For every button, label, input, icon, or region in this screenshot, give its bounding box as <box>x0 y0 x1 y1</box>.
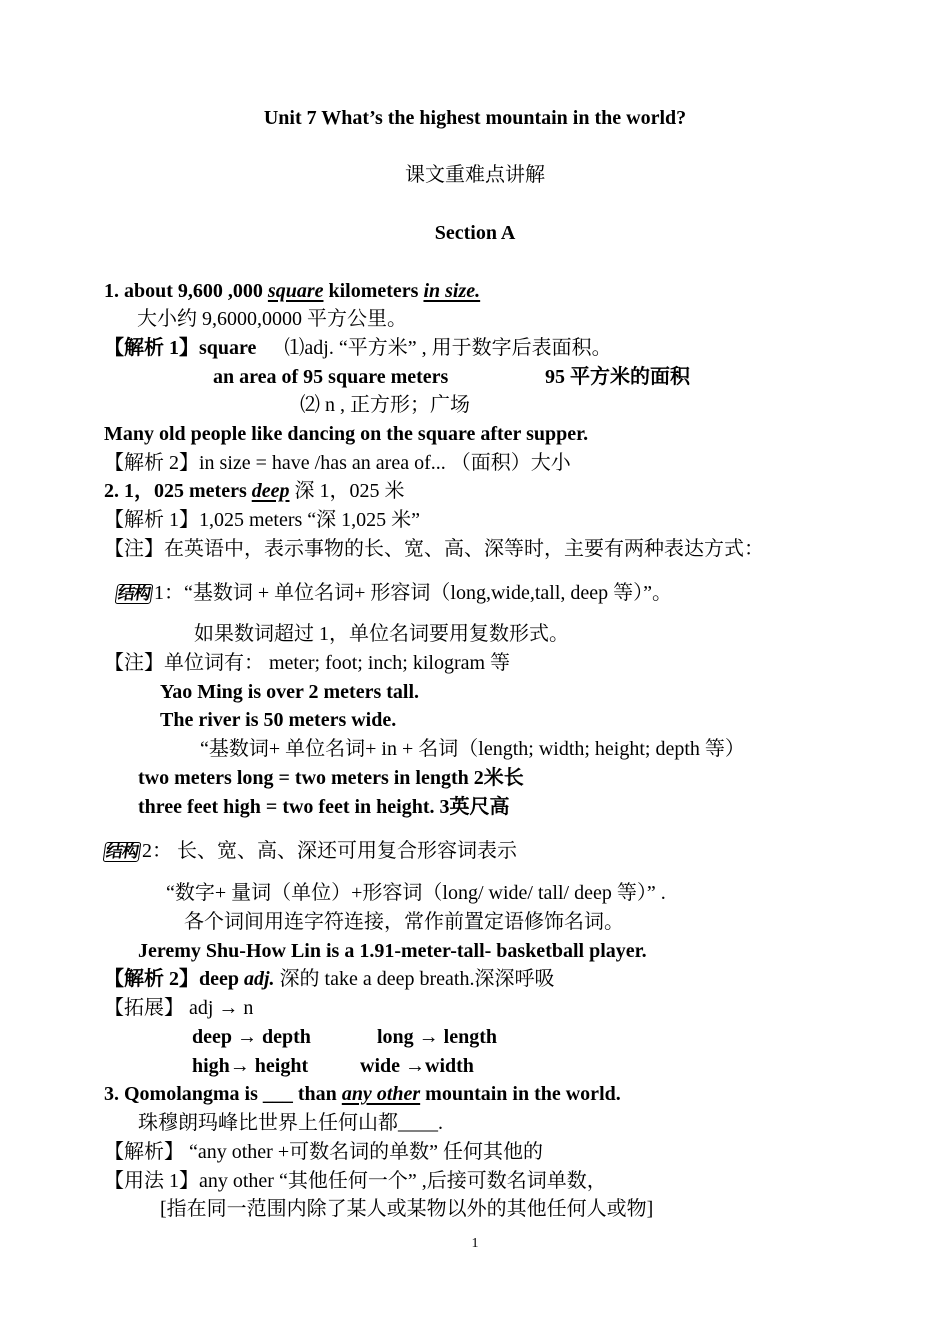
page-number: 1 <box>471 1236 479 1251</box>
line-extension: 【拓展】 adj → n <box>104 997 254 1019</box>
text: an area of 95 square meters <box>213 366 449 388</box>
line-analysis-1b: 【解析 1】1,025 meters “深 1,025 米” <box>104 509 421 531</box>
text: 深的 take a deep breath.深深呼吸 <box>274 968 555 990</box>
structure-text: ： 长、宽、高、深还可用复合形容词表示 <box>152 840 517 862</box>
text: ⑴adj. “平方米” , 用于数字后表面积。 <box>284 337 612 359</box>
example-three-feet: three feet high = two feet in height. 3英尺高 <box>138 796 510 818</box>
structure-tag: 结构 <box>115 584 154 604</box>
line-usage-note: [指在同一范围内除了某人或某物以外的其他任何人或物] <box>160 1198 654 1220</box>
line-analysis-1a <box>104 335 612 361</box>
line-compound-pattern: “数字+ 量词（单位）+形容词（long/ wide/ tall/ deep 等）” . <box>166 882 666 904</box>
label: 【解析 1】square <box>104 337 257 359</box>
structure-1 <box>116 580 672 606</box>
structure-text: ：“基数词 + 单位名词+ 形容词（long,wide,tall, deep 等）”。 <box>164 582 673 604</box>
structure-tag: 结构 <box>103 842 142 862</box>
label: 【解析 2】deep <box>104 968 244 990</box>
line-translation-1: 大小约 9,6000,0000 平方公里。 <box>137 308 407 330</box>
line-high-height <box>192 1053 474 1079</box>
text-2: long → length <box>377 1026 498 1048</box>
line-note-1: 【注】在英语中，表示事物的长、宽、高、深等时，主要有两种表达方式： <box>104 538 764 560</box>
underlined-deep: deep <box>251 480 290 502</box>
text: high→ height <box>192 1055 309 1077</box>
text-2: wide →width <box>360 1055 474 1077</box>
doc-title: Unit 7 What’s the highest mountain in the world? <box>263 107 687 129</box>
line-analysis-2: 【解析 2】in size = have /has an area of... （面积）大小 <box>104 452 571 474</box>
line-example-square: Many old people like dancing on the square after supper. <box>104 423 589 445</box>
point-3-text: 3. Qomolangma is ___ than <box>104 1083 342 1105</box>
underlined-any-other: any other <box>341 1083 421 1105</box>
line-unit-words: 【注】单位词有： meter; foot; inch; kilogram 等 <box>104 652 511 674</box>
example-two-meters: two meters long = two meters in length 2米长 <box>138 767 524 789</box>
point-1 <box>104 278 480 304</box>
example-river: The river is 50 meters wide. <box>160 709 397 731</box>
underlined-square: square <box>267 280 324 302</box>
point-1-mid: kilometers <box>323 280 424 302</box>
structure-num: 1 <box>154 582 164 604</box>
line-hyphen-note: 各个词间用连字符连接，常作前置定语修饰名词。 <box>184 911 624 933</box>
line-example-area <box>213 364 690 390</box>
line-translation-3: 珠穆朗玛峰比世界上任何山都____. <box>138 1112 443 1134</box>
text: deep → depth <box>192 1026 311 1048</box>
point-2 <box>104 478 405 504</box>
structure-num: 2 <box>142 840 152 862</box>
line-noun-sense: ⑵ n , 正方形；广场 <box>300 394 470 416</box>
point-2-rest: 深 1，025 米 <box>289 480 405 502</box>
line-deep-depth <box>192 1024 498 1050</box>
line-analysis-any-other: 【解析】 “any other +可数名词的单数” 任何其他的 <box>104 1141 544 1163</box>
line-usage-1: 【用法 1】any other “其他任何一个” ,后接可数名词单数， <box>104 1170 607 1192</box>
point-2-text: 2. 1，025 meters <box>104 480 252 502</box>
pos: adj. <box>244 968 275 990</box>
structure-2 <box>104 838 517 864</box>
example-jeremy-lin: Jeremy Shu-How Lin is a 1.91-meter-tall- basketball player. <box>138 940 647 962</box>
point-3-rest: mountain in the world. <box>420 1083 621 1105</box>
underlined-in-size: in size. <box>423 280 481 302</box>
doc-subtitle: 课文重难点讲解 <box>405 164 545 186</box>
point-3 <box>104 1081 621 1107</box>
line-pattern-in: “基数词+ 单位名词+ in + 名词（length; width; height; depth 等） <box>200 738 745 760</box>
example-yao-ming: Yao Ming is over 2 meters tall. <box>160 681 420 703</box>
text-cn: 95 平方米的面积 <box>545 366 690 388</box>
line-plural-note: 如果数词超过 1，单位名词要用复数形式。 <box>194 623 569 645</box>
section-heading: Section A <box>434 222 516 244</box>
line-analysis-deep <box>104 966 554 992</box>
point-1-text: 1. about 9,600 ,000 <box>104 280 268 302</box>
